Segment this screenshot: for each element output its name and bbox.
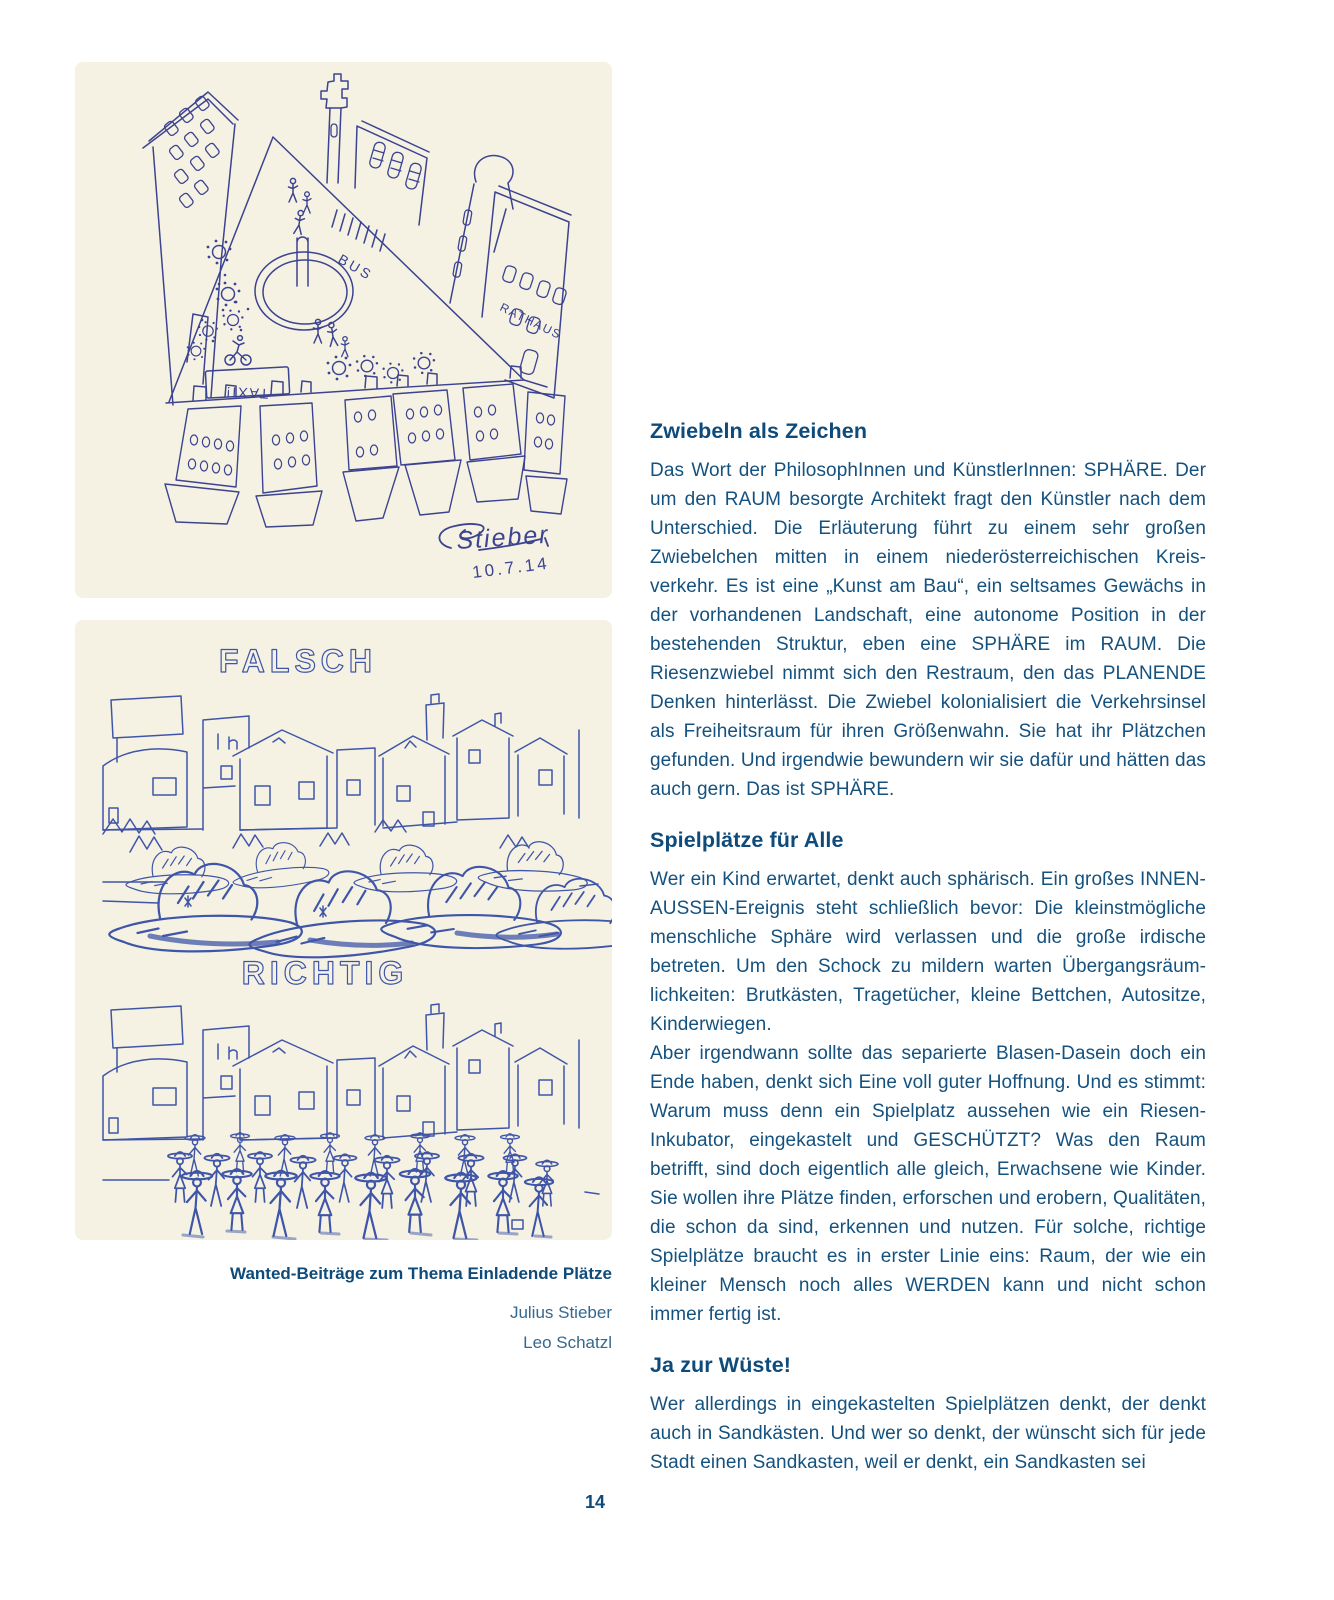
label-rathaus: RATHAUS xyxy=(497,300,564,343)
fountain xyxy=(255,237,353,330)
section-heading: Spielplätze für Alle xyxy=(650,828,844,852)
label-taxi: TAXI! xyxy=(224,383,269,403)
briefcase xyxy=(512,1220,523,1229)
hats-group xyxy=(109,833,612,961)
caption-title: Wanted-Beiträge zum Thema Einladende Plätze xyxy=(230,1264,612,1283)
label-falsch: FALSCH xyxy=(219,643,377,679)
signature-date: 10.7.14 xyxy=(471,553,551,582)
skyline xyxy=(103,694,579,830)
richtig-scene xyxy=(103,955,599,1240)
section-heading: Ja zur Wüste! xyxy=(650,1353,792,1377)
figure-caption xyxy=(75,1264,612,1358)
buildings-bottom xyxy=(165,384,567,527)
paragraph: Wer ein Kind erwartet, denkt auch sphärisch. Ein großes INNEN-AUSSEN-Ereignis steht schließlich bevor: Die kleinstmögliche menschliche Sphäre wird verlassen und die große irdische betreten. Um den Schock zu mildern warten Übergangsräumlichkeiten: Brutkästen, Tragetücher, kleine Bettchen, Autositze, Kinderwiegen. xyxy=(650,869,1206,1035)
label-bus: BUS xyxy=(335,250,377,284)
building-church-tower xyxy=(321,74,348,183)
skyline xyxy=(103,1004,579,1140)
section-heading: Zwiebeln als Zeichen xyxy=(650,419,868,443)
paragraph: Wer allerdings in eingekastelten Spielplätzen denkt, der denkt auch in Sandkästen. Und wer so denkt, der wünscht sich für jede Stadt einen Sandkasten, weil er denkt, ein Sandkasten sei xyxy=(650,1394,1206,1473)
section-wueste xyxy=(650,1353,1206,1477)
sketch-panel-plaza xyxy=(75,62,612,598)
signature-name: Stieber xyxy=(455,520,551,555)
building-top-right xyxy=(355,121,429,225)
section-zwiebeln xyxy=(650,419,1206,804)
sketch-plaza-aerial xyxy=(75,62,612,598)
bicycle-figure xyxy=(225,336,251,365)
paragraph: Das Wort der PhilosophInnen und KünstlerInnen: SPHÄRE. Der um den RAUM besorgte Architekt fragt den Künstler nach dem Unterschied. Die Erläuterung führt zu einem sehr großen Zwiebelchen mitten in einem niederösterreichischen Kreisverkehr. Es ist eine „Kunst am Bau“, ein seltsames Gewächs in der vorhandenen Landschaft, eine autonome Position in der bestehenden Struktur, eben eine SPHÄRE im RAUM. Die Riesenzwiebel nimmt sich den Restraum, den das PLANENDE Denken hinterlässt. Die Zwiebel kolonialisiert die Verkehrsinsel als Freiheitsraum für ihren Größenwahn. Sie hat ihr Plätzchen gefunden. Und irgendwie bewundern wir sie dafür und hätten das auch gern. Das ist SPHÄRE. xyxy=(650,460,1206,800)
taxi-sign xyxy=(205,367,289,402)
label-richtig: RICHTIG xyxy=(241,955,409,991)
article-column xyxy=(650,419,1206,1477)
crowd-group xyxy=(168,1133,558,1240)
building-rathaus xyxy=(450,156,571,398)
sketch-falsch-richtig xyxy=(75,620,612,1240)
signature xyxy=(439,521,550,582)
section-spielplaetze xyxy=(650,828,1206,1329)
bushes xyxy=(103,819,406,834)
paragraph: Aber irgendwann sollte das separierte Blasen-Dasein doch ein Ende haben, denkt sich Eine voll guter Hoffnung. Und es stimmt: Warum muss denn ein Spielplatz aussehen wie ein Riesen-Inkubator, eingekastelt und GESCHÜTZT? Was den Raum betrifft, sind doch eigentlich alle gleich, Erwachsene wie Kinder. Sie wollen ihre Plätze finden, erforschen und erobern, Qualitäten, die schon da sind, erkennen und nutzen. Für solche, richtige Spielplätze braucht es in erster Linie eins: Raum, der wie ein kleiner Mensch noch alles WERDEN kann und nicht schon immer fertig ist. xyxy=(650,1043,1206,1325)
falsch-scene xyxy=(103,643,612,961)
plaza-lines xyxy=(103,882,598,903)
page-number: 14 xyxy=(584,1492,606,1512)
caption-author-2: Leo Schatzl xyxy=(523,1333,612,1352)
sketch-panel-falsch-richtig xyxy=(75,620,612,1240)
caption-author-1: Julius Stieber xyxy=(509,1303,612,1322)
bus-lane-marks xyxy=(332,210,385,251)
